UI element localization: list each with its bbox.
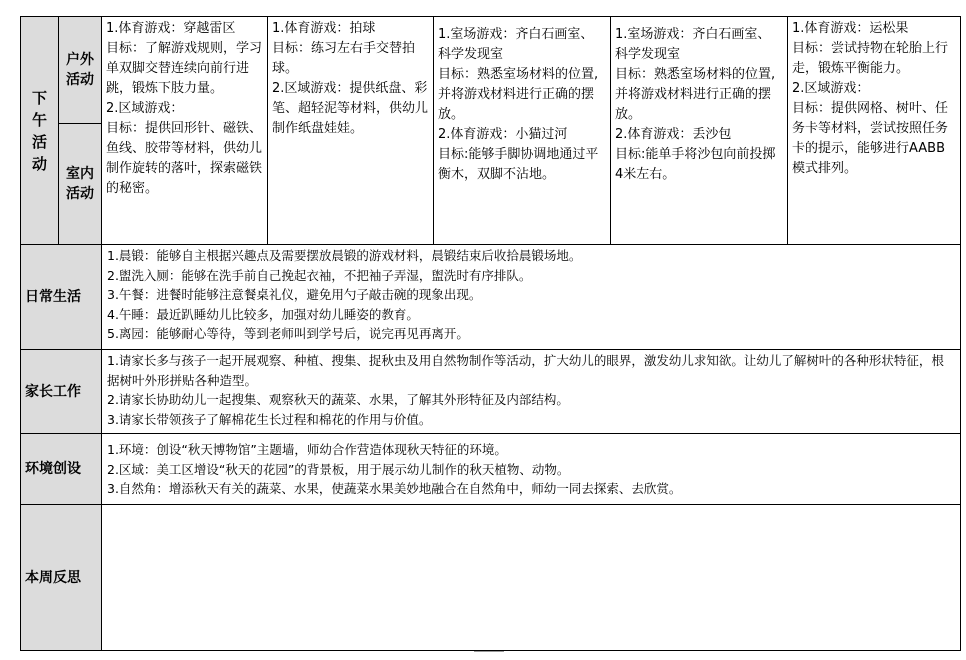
cell-line: 2.区域游戏： — [792, 81, 870, 96]
cell-line: 目标：了解游戏规则，学习单双脚交替连续向前行进跳，锻炼下肢力量。 — [106, 41, 263, 96]
daily-life-header: 日常生活 — [21, 245, 102, 350]
cell-line: 目标：提供网格、树叶、任务卡等材料，尝试按照任务卡的提示，能够进行AABB模式排列。 — [792, 101, 949, 176]
cell-line: 1.体育游戏：穿越雷区 — [106, 21, 236, 36]
daily-line: 5.离园：能够耐心等待，等到老师叫到学号后，说完再见再离开。 — [107, 326, 469, 341]
environment-line: 2.区域：美工区增设“秋天的花园”的背景板，用于展示幼儿制作的秋天植物、动物。 — [107, 461, 570, 477]
cell-line: 1.室场游戏：齐白石画室、科学发现室 — [438, 27, 594, 62]
reflection-row — [21, 505, 961, 651]
indoor-activities-header: 室内 活动 — [59, 124, 102, 245]
cell-line: 2.区域游戏： — [106, 101, 184, 116]
cell-line: 1.体育游戏：运松果 — [792, 21, 909, 36]
cell-line: 目标:能够手脚协调地通过平衡木，双脚不沾地。 — [438, 147, 599, 182]
weekly-reflection-content[interactable] — [102, 505, 961, 651]
daily-life-content — [102, 245, 961, 350]
environment-row — [21, 434, 961, 505]
environment-line: 3.自然角：增添秋天有关的蔬菜、水果，使蔬菜水果美妙地融合在自然角中，师幼一同去探索、去欣赏。 — [107, 481, 682, 496]
cell-line: 2.体育游戏：小猫过河 — [438, 127, 568, 142]
parents-work-header: 家长工作 — [21, 350, 102, 434]
daily-line: 2.盥洗入厕：能够在洗手前自己挽起衣袖，不把袖子弄湿，盥洗时有序排队。 — [107, 267, 532, 283]
cell-line: 2.区域游戏：提供纸盘、彩笔、超轻泥等材料，供幼儿制作纸盘娃娃。 — [272, 81, 429, 136]
cell-line: 目标：练习左右手交替拍球。 — [272, 41, 416, 76]
parents-line: 1.请家长多与孩子一起开展观察、种植、搜集、捉秋虫及用自然物制作等活动，扩大幼儿的眼界，激发幼儿求知欲。让幼儿了解树叶的各种形状特征，根据树叶外形拼贴各种造型。 — [107, 353, 944, 388]
environment-line: 1.环境：创设“秋天博物馆”主题墙，师幼合作营造体现秋天特征的环境。 — [107, 442, 507, 457]
weekly-plan-table — [20, 16, 961, 651]
weekly-reflection-header: 本周反思 — [21, 505, 102, 651]
day-cell-3 — [434, 17, 611, 245]
cell-line: 目标：熟悉室场材料的位置,并将游戏材料进行正确的摆放。 — [615, 67, 776, 122]
day-cell-4 — [611, 17, 788, 245]
environment-header: 环境创设 — [21, 434, 102, 505]
parents-row — [21, 350, 961, 434]
environment-content — [102, 434, 961, 505]
parents-line: 2.请家长协助幼儿一起搜集、观察秋天的蔬菜、水果，了解其外形特征及内部结构。 — [107, 392, 569, 407]
afternoon-outdoor-row — [21, 17, 961, 124]
afternoon-activities-header: 下 午 活 动 — [21, 17, 59, 245]
cell-line: 目标:能单手将沙包向前投掷4米左右。 — [615, 147, 776, 182]
daily-life-row — [21, 245, 961, 350]
cell-line: 目标：尝试持物在轮胎上行走，锻炼平衡能力。 — [792, 41, 949, 76]
cell-line: 1.体育游戏：拍球 — [272, 21, 376, 36]
parents-work-content — [102, 350, 961, 434]
cell-line: 2.体育游戏：丢沙包 — [615, 127, 732, 142]
cell-line: 目标：提供回形针、磁铁、鱼线、胶带等材料，供幼儿制作旋转的落叶，探索磁铁的秘密。 — [106, 121, 263, 196]
daily-line: 1.晨锻：能够自主根据兴趣点及需要摆放晨锻的游戏材料，晨锻结束后收拾晨锻场地。 — [107, 248, 582, 263]
day-cell-5 — [788, 17, 961, 245]
daily-line: 4.午睡：最近趴睡幼儿比较多，加强对幼儿睡姿的教育。 — [107, 306, 419, 322]
cell-line: 1.室场游戏：齐白石画室、科学发现室 — [615, 27, 771, 62]
outdoor-activities-header: 户外 活动 — [59, 17, 102, 124]
parents-line: 3.请家长带领孩子了解棉花生长过程和棉花的作用与价值。 — [107, 411, 432, 427]
cell-line: 目标：熟悉室场材料的位置,并将游戏材料进行正确的摆放。 — [438, 67, 599, 122]
day-cell-1 — [102, 17, 268, 245]
daily-line: 3.午餐：进餐时能够注意餐桌礼仪，避免用勺子敲击碗的现象出现。 — [107, 287, 482, 302]
day-cell-2 — [268, 17, 434, 245]
